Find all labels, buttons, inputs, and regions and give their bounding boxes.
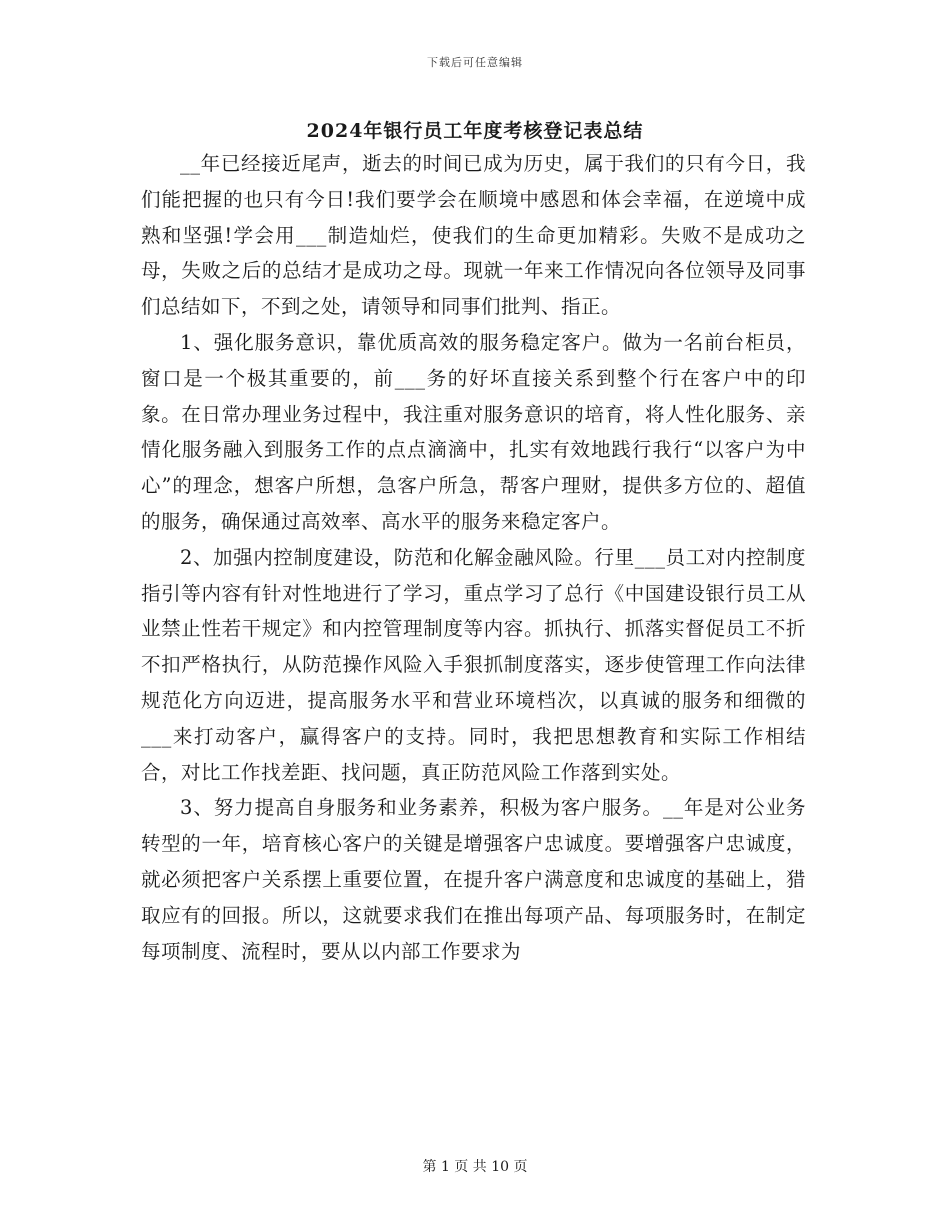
paragraph-service-awareness: 1、强化服务意识，靠优质高效的服务稳定客户。做为一名前台柜员，窗口是一个极其重要的，前___务的好坏直接关系到整个行在客户中的印象。在日常办理业务过程中，我注重对服务意识的培育，将人性化服务、亲情化服务融入到服务工作的点点滴滴中，扎实有效地践行我行“以客户为中心”的理念，想客户所想，急客户所急，帮客户理财，提供多方位的、超值的服务，确保通过高效率、高水平的服务来稳定客户。: [141, 330, 806, 533]
header-note: 下载后可任意编辑: [427, 56, 523, 69]
document-body: [141, 146, 806, 969]
page-number: 第 1 页 共 10 页: [422, 1159, 528, 1175]
document-title: 2024年银行员工年度考核登记表总结: [306, 120, 644, 142]
paragraph-intro: __年已经接近尾声，逝去的时间已成为历史，属于我们的只有今日，我们能把握的也只有今日!我们要学会在顺境中感恩和体会幸福，在逆境中成熟和坚强!学会用___制造灿烂，使我们的生命更加精彩。失败不是成功之母，失败之后的总结才是成功之母。现就一年来工作情况向各位领导及同事们总结如下，不到之处，请领导和同事们批判、指正。: [141, 152, 806, 319]
paragraph-professional-quality: 3、努力提高自身服务和业务素养，积极为客户服务。__年是对公业务转型的一年，培育核心客户的关键是增强客户忠诚度。要增强客户忠诚度，就必须把客户关系摆上重要位置，在提升客户满意度和忠诚度的基础上，猎取应有的回报。所以，这就要求我们在推出每项产品、每项服务时，在制定每项制度、流程时，要从以内部工作要求为: [141, 796, 806, 963]
paragraph-internal-control: 2、加强内控制度建设，防范和化解金融风险。行里___员工对内控制度指引等内容有针对性地进行了学习，重点学习了总行《中国建设银行员工从业禁止性若干规定》和内控管理制度等内容。抓执行、抓落实督促员工不折不扣严格执行，从防范操作风险入手狠抓制度落实，逐步使管理工作向法律规范化方向迈进，提高服务水平和营业环境档次，以真诚的服务和细微的___来打动客户，赢得客户的支持。同时，我把思想教育和实际工作相结合，对比工作找差距、找问题，真正防范风险工作落到实处。: [141, 545, 806, 784]
